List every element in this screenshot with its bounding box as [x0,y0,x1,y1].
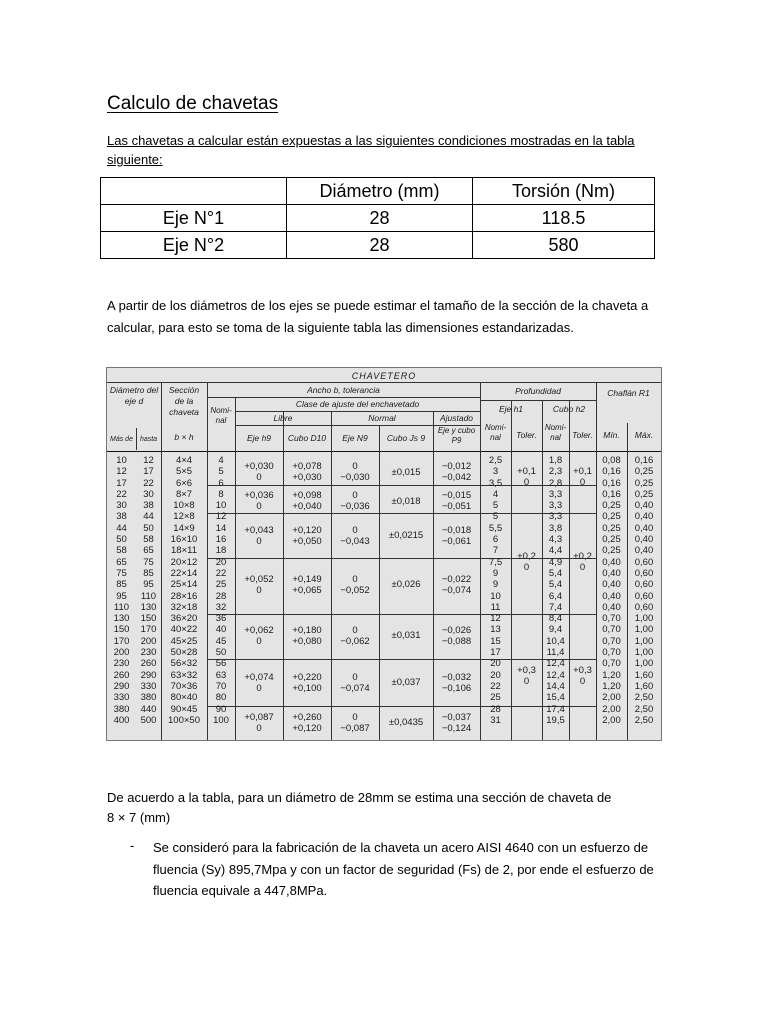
bullet-text: Se consideró para la fabricación de la chaveta un acero AISI 4640 con un esfuerzo de fluencia (Sy) 895,7Mpa y con un factor de seguridad (Fs) de 2, por ende el esfuerzo de fluencia equivale a 447,8MPa. [153,840,654,898]
header-cell: Torsión (Nm) [473,178,655,205]
tol-g4-js9: ±0,026 [391,579,421,590]
tol-g2-js9: ±0,018 [391,496,421,507]
tol-g6-d10: +0,220 +0,100 [292,672,322,695]
tol-g5-n9: 0 −0,062 [340,625,370,648]
tol-g1-js9: ±0,015 [391,467,421,478]
tol-g5-h9: +0,062 0 [244,625,274,648]
header-ajustado: Ajustado [439,413,474,423]
header-cubo-d10: Cubo D10 [287,433,327,443]
depth-tol-3-h2: +0,3 0 [573,665,592,688]
header-eje-h9: Eje h9 [246,433,272,443]
tol-g2-n9: 0 −0,036 [340,490,370,513]
header-cubo-js9: Cubo Js 9 [386,433,426,443]
tol-g1-h9: +0,030 0 [244,461,274,484]
page-title: Calculo de chavetas [107,93,279,114]
tol-g6-n9: 0 −0,074 [340,672,370,695]
table-cell: 118.5 [473,205,655,232]
paragraph-2-section: 8 × 7 (mm) [107,810,171,825]
table-cell: 28 [287,205,473,232]
header-clase: Clase de ajuste del enchavetado [295,399,420,409]
tol-g1-p9: −0,012 −0,042 [441,461,472,484]
header-nominal-h1: Nomi-nal [484,423,507,442]
column-cubo-h2: 1,8 2,3 2,8 3,3 3,3 3,3 3,8 4,3 4,4 4,9 5,4 5,4 6,4 7,4 8,4 9,4 10,4 11,4 12,4 12,4 14,4 15,4 17,4 19,5 [546,455,565,726]
tol-g3-js9: ±0,0215 [388,530,424,541]
column-eje-h1: 2,5 3 3,5 4 5 5 5,5 6 7 7,5 9 9 10 11 12 13 15 17 20 20 22 25 28 31 [488,455,503,726]
paragraph-1: A partir de los diámetros de los ejes se puede estimar el tamaño de la sección de la chaveta a calcular, para esto se toma de la siguiente tabla las dimensiones estandarizadas. [107,298,649,335]
header-eje-cubo-p9: Eje y cubo P9 [437,426,476,445]
depth-tol-1-h2: +0,1 0 [573,466,592,489]
tol-g7-d10: +0,260 +0,120 [292,712,322,735]
tol-g7-n9: 0 −0,087 [340,712,370,735]
tol-g3-p9: −0,018 −0,061 [441,525,472,548]
header-toler-h2: Toler. [572,430,593,440]
table-cell: 28 [287,232,473,259]
table-header-row [101,178,655,205]
tol-g7-h9: +0,087 0 [244,712,274,735]
header-chaflan: Chaflán R1 [607,388,650,398]
depth-tol-2-h1: +0,2 0 [517,551,536,574]
header-cell: Diámetro (mm) [287,178,473,205]
depth-tol-1-h1: +0,1 0 [517,466,536,489]
tol-g3-d10: +0,120 +0,050 [292,525,322,548]
header-mas-de: Más de [110,436,133,443]
tol-g5-d10: +0,180 +0,080 [292,625,322,648]
header-ancho: Ancho b, tolerancia [307,385,380,395]
header-cell [101,178,287,205]
header-bxh: b × h [174,432,194,442]
table-cell: Eje N°1 [101,205,287,232]
tol-g6-p9: −0,032 −0,106 [441,672,472,695]
table-cell: 580 [473,232,655,259]
depth-tol-2-h2: +0,2 0 [573,551,592,574]
column-nominal: 4 5 6 8 10 12 14 16 18 20 22 25 28 32 36 40 45 50 56 63 70 80 90 100 [213,455,229,726]
tol-g7-js9: ±0,0435 [388,717,424,728]
table-row [101,205,655,232]
header-normal: Normal [368,413,396,423]
tol-g2-p9: −0,015 −0,051 [441,490,472,513]
column-seccion: 4×4 5×5 6×6 8×7 10×8 12×8 14×9 16×10 18×11 20×12 22×14 25×14 28×16 32×18 36×20 40×22 45×25 50×28 56×32 63×32 70×36 80×40 90×45 100×50 [168,455,200,726]
tol-g2-h9: +0,036 0 [244,490,274,513]
header-cubo-h2: Cubo h2 [552,404,586,414]
tol-g7-p9: −0,037 −0,124 [441,712,472,735]
tol-g4-h9: +0,052 0 [244,574,274,597]
header-nominal-h2: Nomi-nal [544,423,567,442]
tol-g2-d10: +0,098 +0,040 [292,490,322,513]
column-min: 0,08 0,16 0,16 0,16 0,25 0,25 0,25 0,25 0,25 0,40 0,40 0,40 0,40 0,40 0,70 0,70 0,70 0,70 0,70 1,20 1,20 2,00 2,00 2,00 [602,455,621,726]
tol-g4-n9: 0 −0,052 [340,574,370,597]
header-min: Mín. [603,430,620,440]
tol-g4-d10: +0,149 +0,065 [292,574,322,597]
intro-text: Las chavetas a calcular están expuestas a las siguientes condiciones mostradas en la tabla siguiente: [107,133,635,167]
tol-g5-js9: ±0,031 [391,630,421,641]
bullet-dash: - [130,838,135,853]
conditions-table [100,177,655,259]
tol-g1-d10: +0,078 +0,030 [292,461,322,484]
column-hasta: 12 17 22 30 38 44 50 58 65 75 85 95 110 130 150 170 200 230 260 290 330 380 440 500 [140,455,157,726]
tol-g3-h9: +0,043 0 [244,525,274,548]
depth-tol-3-h1: +0,3 0 [517,665,536,688]
tol-g4-p9: −0,022 −0,074 [441,574,472,597]
table-cell: Eje N°2 [101,232,287,259]
header-eje-h1: Eje h1 [498,404,524,414]
header-toler-h1: Toler. [516,430,537,440]
header-nominal: Nomi-nal [210,406,232,425]
header-hasta: hasta [139,436,158,443]
keyway-standard-table-image [106,367,662,741]
tol-g3-n9: 0 −0,043 [340,525,370,548]
table-row [101,232,655,259]
tol-g5-p9: −0,026 −0,088 [441,625,472,648]
header-diametro: Diámetro del eje d [109,385,159,406]
scan-title: CHAVETERO [351,371,417,381]
header-max: Máx. [634,430,654,440]
column-mas-de: 10 12 17 22 30 38 44 50 58 65 75 85 95 110 130 150 170 200 230 260 290 330 380 400 [113,455,130,726]
tol-g6-h9: +0,074 0 [244,672,274,695]
column-max: 0,16 0,25 0,25 0,25 0,40 0,40 0,40 0,40 0,40 0,60 0,60 0,60 0,60 0,60 1,00 1,00 1,00 1,00 1,00 1,60 1,60 2,50 2,50 2,50 [634,455,654,726]
paragraph-2: De acuerdo a la tabla, para un diámetro de 28mm se estima una sección de chaveta de [107,790,612,805]
header-seccion: Sección de la chaveta [168,385,200,417]
header-eje-n9: Eje N9 [342,433,368,443]
header-libre: Libre [273,413,293,423]
tol-g6-js9: ±0,037 [391,677,421,688]
tol-g1-n9: 0 −0,030 [340,461,370,484]
header-profundidad: Profundidad [515,386,561,396]
